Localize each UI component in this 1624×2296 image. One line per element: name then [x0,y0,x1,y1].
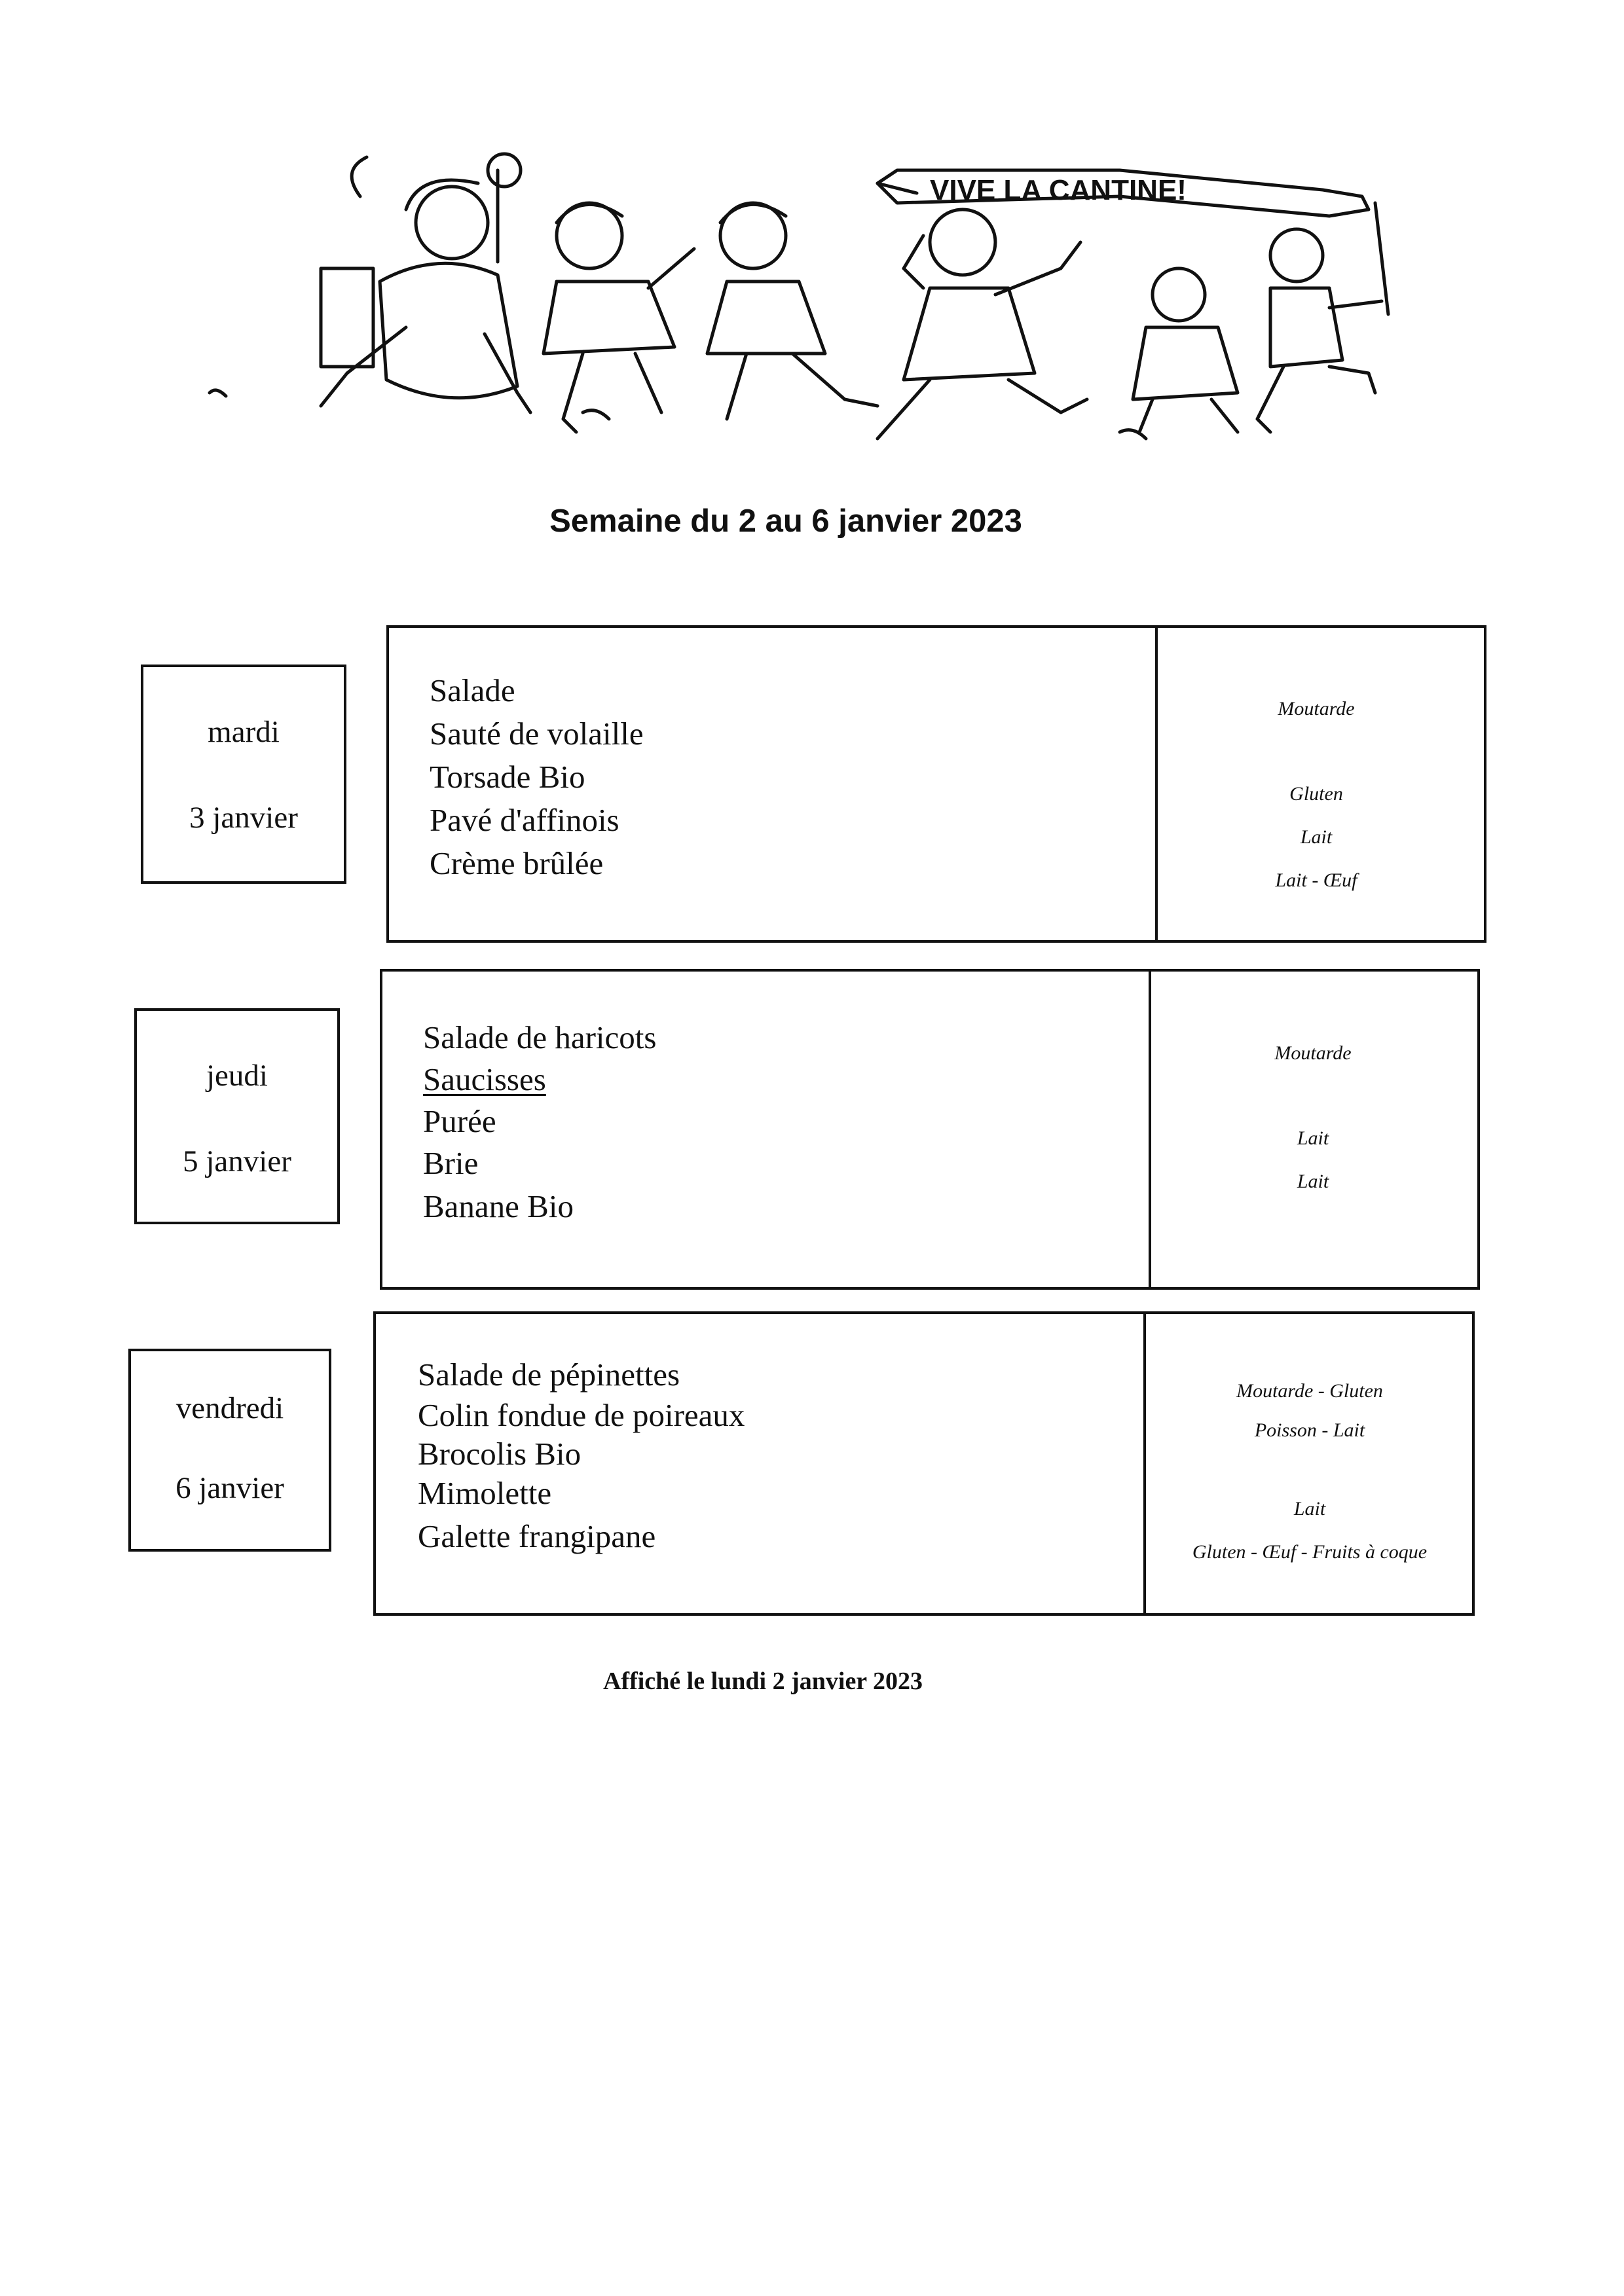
allergen-label: Lait [1297,1127,1329,1149]
dish: Purée [423,1103,496,1139]
dish: Salade de pépinettes [418,1357,680,1393]
dish: Crème brûlée [430,845,604,881]
dish: Pavé d'affinois [430,802,619,838]
allergen-label: Moutarde [1274,1042,1352,1064]
day-name: vendredi [175,1391,284,1425]
dish: Banane Bio [423,1188,574,1224]
day-box-mardi [141,665,346,884]
dish: Galette frangipane [418,1518,656,1554]
dish: Torsade Bio [430,759,585,795]
allergen-label: Lait [1297,1171,1329,1192]
allergen-label: Gluten - Œuf - Fruits à coque [1192,1541,1428,1563]
day-box-vendredi [128,1349,331,1552]
dish: Salade de haricots [423,1019,657,1055]
day-box-jeudi [134,1008,340,1224]
dish: Brocolis Bio [418,1436,581,1472]
page-title: Semaine du 2 au 6 janvier 2023 [549,503,1022,539]
allergen-label: Lait [1300,826,1333,848]
column-divider [1143,1314,1146,1613]
allergen-label: Lait [1293,1498,1326,1520]
dish: Sauté de volaille [430,716,644,752]
dish: Brie [423,1145,479,1181]
allergen-label: Gluten [1289,783,1343,805]
day-date: 6 janvier [175,1471,284,1505]
posted-date: Affiché le lundi 2 janvier 2023 [602,1667,923,1695]
column-divider [1155,628,1158,940]
running-children-illustration [190,131,1428,471]
day-date: 5 janvier [183,1144,291,1178]
dish: Saucisses [423,1061,546,1097]
day-date: 3 janvier [189,801,298,835]
day-name: jeudi [206,1059,268,1093]
allergen-label: Moutarde [1278,698,1355,720]
allergen-label: Poisson - Lait [1254,1419,1365,1441]
allergen-label: Moutarde - Gluten [1236,1380,1383,1402]
dish: Mimolette [418,1475,552,1511]
banner-slogan: VIVE LA CANTINE! [930,174,1187,206]
dish: Colin fondue de poireaux [418,1397,745,1433]
column-divider [1149,972,1151,1287]
dish: Salade [430,672,515,708]
allergen-label: Lait - Œuf [1275,869,1357,891]
day-name: mardi [208,715,280,749]
